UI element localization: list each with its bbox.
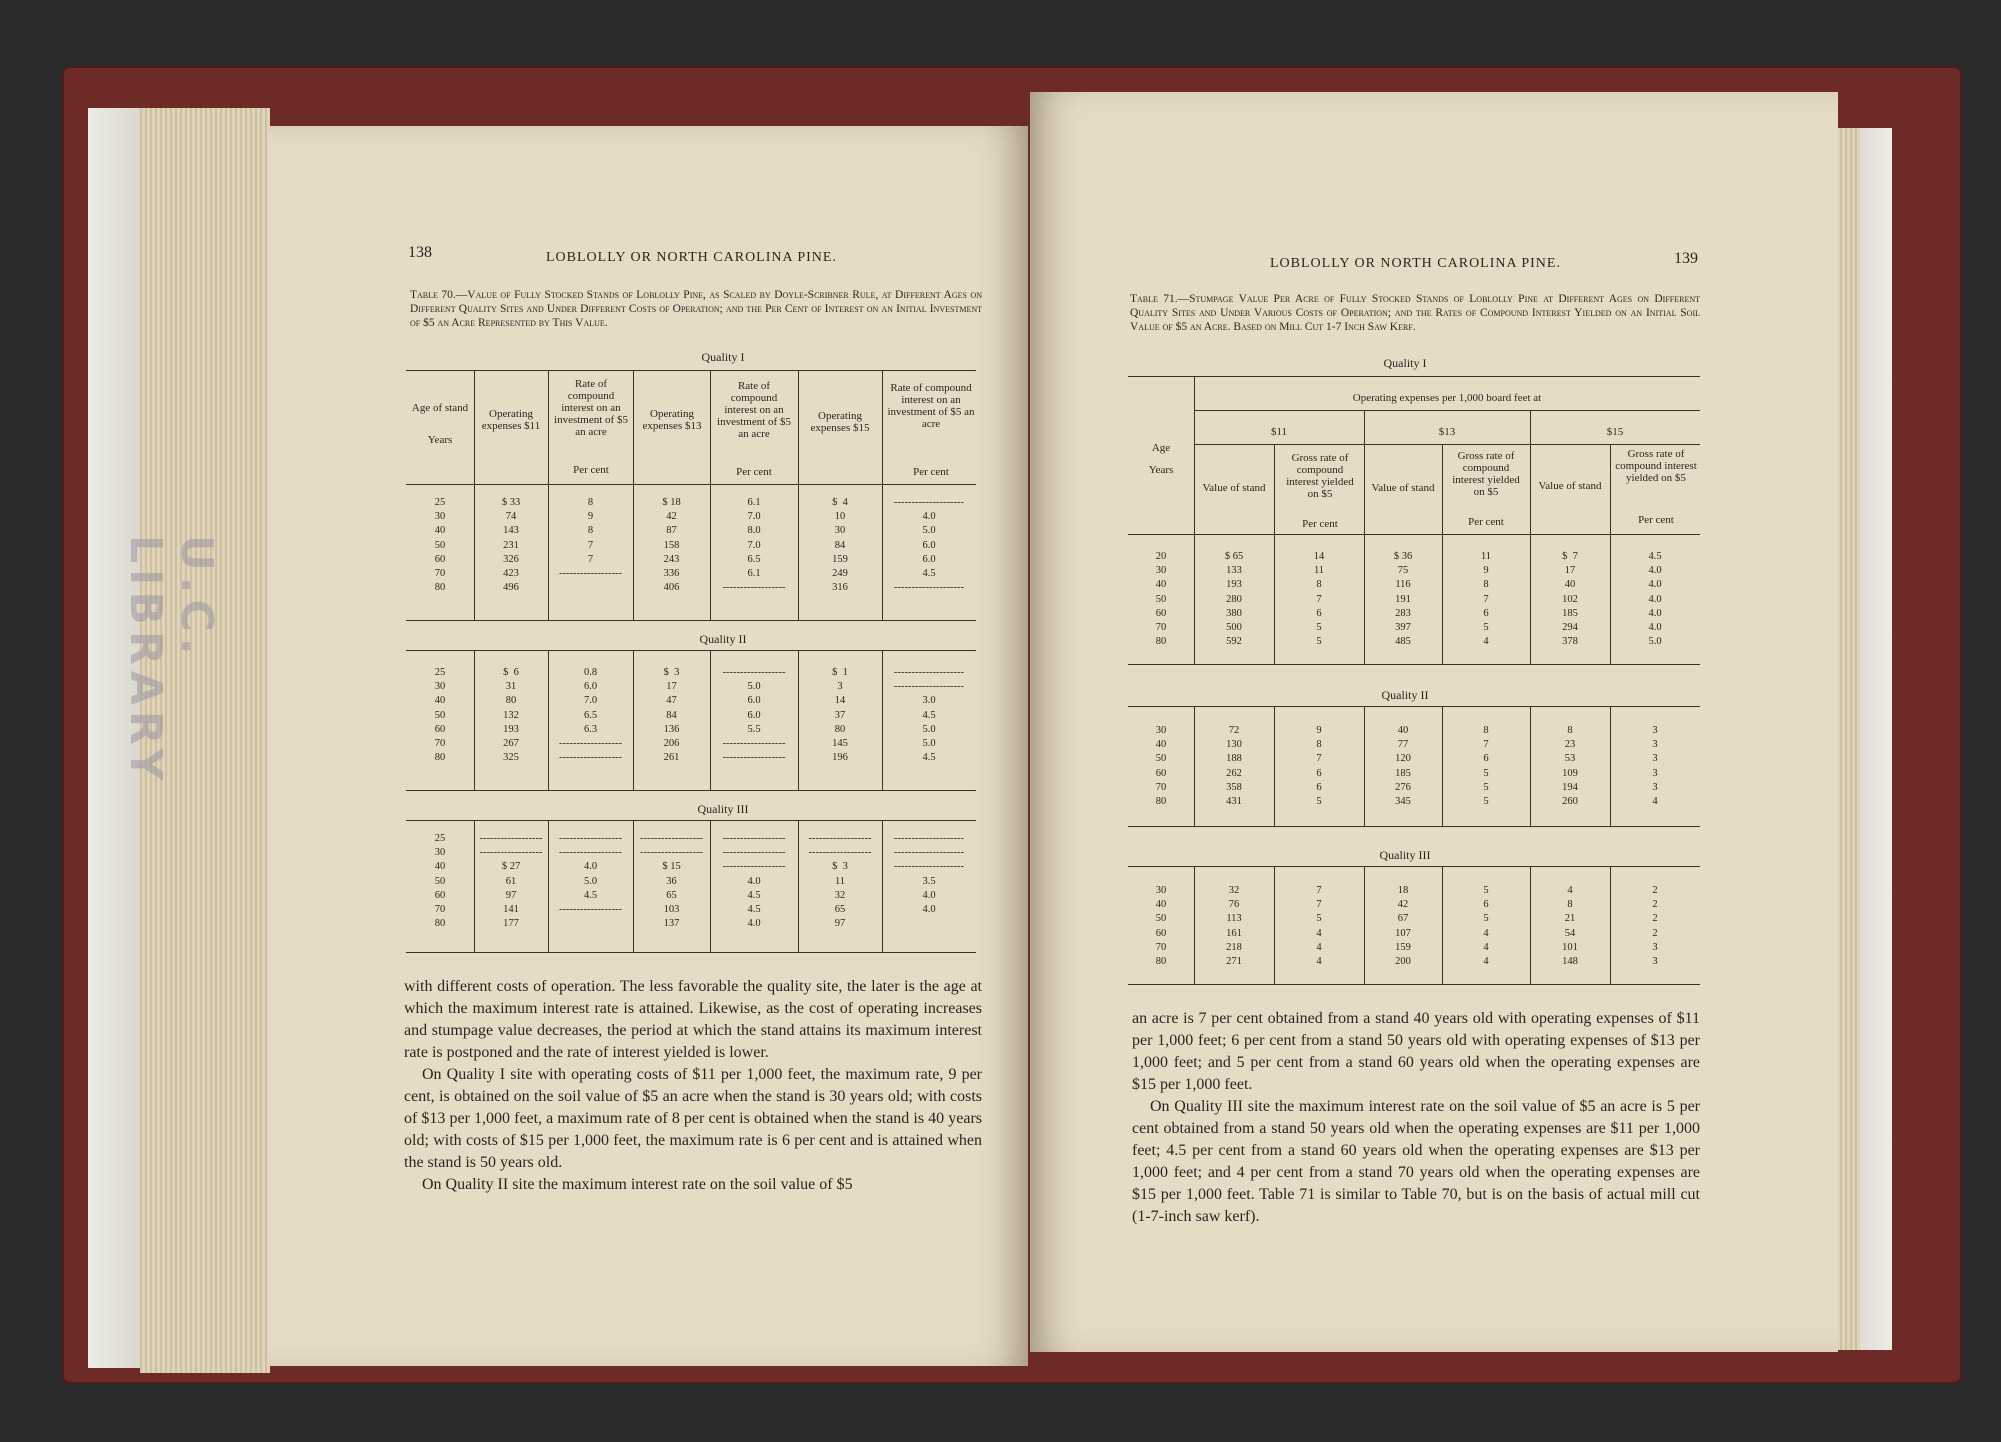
column-value: $ 65 133 193 280 380 500 592: [1224, 551, 1244, 648]
column-rate: 2 2 2 2 3 3: [1652, 885, 1658, 968]
header-years: Years: [427, 434, 453, 446]
header-rate13: Rate of compound interest on an investment of $5 an acre: [717, 380, 791, 440]
page-number: 138: [408, 244, 432, 261]
header-rate15: Rate of compound interest on an investment of $5 an acre: [887, 382, 975, 430]
column-age: 30 40 50 60 70 80: [1155, 885, 1167, 968]
header-percent: Per cent: [913, 466, 949, 478]
quality-label: Quality III: [1379, 848, 1431, 862]
header-rate11: Rate of compound interest on an investment of $5 an acre: [554, 378, 628, 438]
body-text: [404, 976, 982, 1196]
column-age: 25 30 40 50 60 70 80: [434, 833, 446, 930]
rule: [406, 650, 976, 651]
rule: [1128, 984, 1700, 985]
table-caption: Table 70.—Value of Fully Stocked Stands of Loblolly Pine, as Scaled by Doyle-Scribner Rule, at Different Ages on Different Quality Sites and Under Different Costs of Operation; and the Per Cent of Interest on an Initial Investment of $5 an Acre Represented by This Value.: [410, 289, 982, 329]
column-rate: 5 6 5 4 4 4: [1483, 885, 1489, 968]
column-rate: -------------------- -------------------- 3.0 4.5 5.0 5.0 4.5: [894, 667, 964, 764]
header-value: Value of stand: [1538, 480, 1602, 492]
column-rate: 14 11 8 7 6 5 5: [1313, 551, 1325, 648]
column-rate: 9 8 7 6 6 5: [1316, 725, 1322, 808]
column-age: 30 40 50 60 70 80: [1155, 725, 1167, 808]
column-rate: -------------------- 4.0 5.0 6.0 6.0 4.5 --------------------: [894, 497, 964, 594]
column-rate: 4.5 4.0 4.0 4.0 4.0 4.0 5.0: [1648, 551, 1662, 648]
column-rate: 3 3 3 3 3 4: [1652, 725, 1658, 808]
rule: [406, 952, 976, 953]
rule: [406, 370, 976, 371]
header-11: $11: [1270, 426, 1288, 438]
running-head: LOBLOLLY OR NORTH CAROLINA PINE.: [1270, 256, 1561, 271]
paragraph: On Quality I site with operating costs of $11 per 1,000 feet, the maximum rate, 9 per cent, is obtained on the soil value of $5 an acre when the stand is 30 years old; with costs of $13 per 1,000 feet, a maximum rate of 8 per cent is obtained when the stand is 40 years old; with costs of $15 per 1,000 feet, the maximum rate is 6 per cent and is attained when the stand is 50 years old.: [404, 1066, 982, 1171]
rule: [1128, 664, 1700, 665]
column-value: 18 42 67 107 159 200: [1395, 885, 1411, 968]
column-value: 8 23 53 109 194 260: [1562, 725, 1578, 808]
column-age: 20 30 40 50 60 70 80: [1155, 551, 1167, 648]
header-op15: Operating expenses $15: [810, 410, 870, 434]
running-head: LOBLOLLY OR NORTH CAROLINA PINE.: [546, 250, 837, 265]
paragraph: with different costs of operation. The less favorable the quality site, the later is the age at which the maximum interest rate is attained. Likewise, as the cost of operating increases and stumpage value decreases, the period at which the stand attains its maximum interest rate is postponed and the rate of interest yielded is lower.: [404, 978, 982, 1061]
header-value: Value of stand: [1371, 482, 1435, 494]
column-value: 72 130 188 262 358 431: [1226, 725, 1242, 808]
quality-label: Quality II: [699, 632, 747, 646]
rule: [406, 620, 976, 621]
column-rate: ------------------ 5.0 6.0 6.0 5.5 ------------------ ------------------: [722, 667, 786, 764]
rule: [406, 820, 976, 821]
library-stamp: U.C. LIBRARY: [120, 535, 222, 787]
header-span: Operating expenses per 1,000 board feet at: [1352, 392, 1542, 404]
column-age: 25 30 40 50 60 70 80: [434, 497, 446, 594]
rule: [1194, 410, 1700, 411]
column-value: $ 3 17 47 84 136 206 261: [663, 667, 680, 764]
header-age: Age: [1151, 442, 1171, 454]
header-15: $15: [1606, 426, 1624, 438]
header-13: $13: [1438, 426, 1456, 438]
table-caption: Table 71.—Stumpage Value Per Acre of Fully Stocked Stands of Loblolly Pine at Different Ages on Different Quality Sites and Under Various Costs of Operation; and the Rates of Compound Interest Yielded on an Initial Soil Value of $5 an Acre. Based on Mill Cut 1-7 Inch Saw Kerf.: [1130, 293, 1700, 333]
header-percent: Per cent: [1468, 516, 1504, 528]
column-rate: 7 7 5 4 4 4: [1316, 885, 1322, 968]
right-page: [1030, 92, 1838, 1352]
header-percent: Per cent: [1638, 514, 1674, 526]
column-rate: 8 7 6 5 5 5: [1483, 725, 1489, 808]
rule: [406, 484, 976, 485]
header-gross: Gross rate of compound interest yielded on $5: [1286, 452, 1354, 500]
column-rate: ------------------ ------------------ ------------------ 4.0 4.5 4.5 4.0: [722, 833, 786, 930]
column-rate: 6.1 7.0 8.0 7.0 6.5 6.1 ------------------: [722, 497, 786, 594]
column-value: $ 4 10 30 84 159 249 316: [832, 497, 848, 594]
column-value: $ 7 17 40 102 185 294 378: [1562, 551, 1578, 648]
column-value: ------------------ ------------------ $ 27 61 97 141 177: [479, 833, 543, 930]
body-text: [1132, 1008, 1700, 1228]
rule: [1128, 826, 1700, 827]
header-op13: Operating expenses $13: [642, 408, 702, 432]
left-page: [268, 126, 1028, 1366]
rule: [548, 370, 549, 620]
quality-label: Quality I: [701, 350, 745, 364]
header-value: Value of stand: [1202, 482, 1266, 494]
column-value: $ 6 31 80 132 193 267 325: [503, 667, 519, 764]
column-value: 4 8 21 54 101 148: [1562, 885, 1578, 968]
column-value: 32 76 113 161 218 271: [1226, 885, 1242, 968]
quality-label: Quality I: [1383, 356, 1427, 370]
column-value: $ 36 75 116 191 283 397 485: [1393, 551, 1413, 648]
header-percent: Per cent: [736, 466, 772, 478]
header-percent: Per cent: [1302, 518, 1338, 530]
column-rate: 11 9 8 7 6 5 4: [1480, 551, 1492, 648]
quality-label: Quality III: [697, 802, 749, 816]
column-value: ------------------ ------------------ $ 15 36 65 103 137: [640, 833, 703, 930]
paragraph: an acre is 7 per cent obtained from a stand 40 years old with operating expenses of $11 per 1,000 feet; 6 per cent from a stand 50 years old with operating expenses of $13 per 1,000 feet; and 5 per cent from a stand 60 years old when the operating expenses are $15 per 1,000 feet.: [1132, 1010, 1700, 1093]
rule: [1128, 534, 1700, 535]
column-value: ------------------ ------------------ $ 3 11 32 65 97: [808, 833, 872, 930]
rule: [1128, 706, 1700, 707]
column-value: $ 1 3 14 37 80 145 196: [832, 667, 848, 764]
column-value: $ 33 74 143 231 326 423 496: [501, 497, 521, 594]
quality-label: Quality II: [1381, 688, 1429, 702]
column-value: 40 77 120 185 276 345: [1395, 725, 1411, 808]
header-years: Years: [1148, 464, 1174, 476]
column-age: 25 30 40 50 60 70 80: [434, 667, 446, 764]
rule: [1128, 866, 1700, 867]
paragraph: On Quality III site the maximum interest rate on the soil value of $5 an acre is 5 per cent obtained from a stand 50 years old when the operating expenses are $11 per 1,000 feet; 4.5 per cent from a stand 60 years old when the operating expenses are $13 per 1,000 feet; and 4 per cent from a stand 70 years old when the operating expenses are $15 per 1,000 feet. Table 71 is similar to Table 70, but is on the basis of actual mill cut (1-7-inch saw kerf).: [1132, 1098, 1700, 1225]
column-rate: 8 9 8 7 7 ------------------: [559, 497, 622, 580]
page-number: 139: [1674, 250, 1698, 267]
header-gross: Gross rate of compound interest yielded on $5: [1615, 448, 1697, 484]
rule: [406, 790, 976, 791]
rule: [1194, 444, 1700, 445]
header-op11: Operating expenses $11: [481, 408, 541, 432]
column-rate: ------------------ ------------------ 4.0 5.0 4.5 ------------------: [559, 833, 622, 916]
header-age: Age of stand: [411, 402, 469, 414]
column-rate: 0.8 6.0 7.0 6.5 6.3 ------------------ ------------------: [559, 667, 622, 764]
header-gross: Gross rate of compound interest yielded on $5: [1452, 450, 1520, 498]
column-rate: -------------------- -------------------- -------------------- 3.5 4.0 4.0: [894, 833, 964, 916]
header-percent: Per cent: [573, 464, 609, 476]
rule: [1128, 376, 1700, 377]
paragraph: On Quality II site the maximum interest rate on the soil value of $5: [422, 1176, 853, 1193]
column-value: $ 18 42 87 158 243 336 406: [662, 497, 681, 594]
